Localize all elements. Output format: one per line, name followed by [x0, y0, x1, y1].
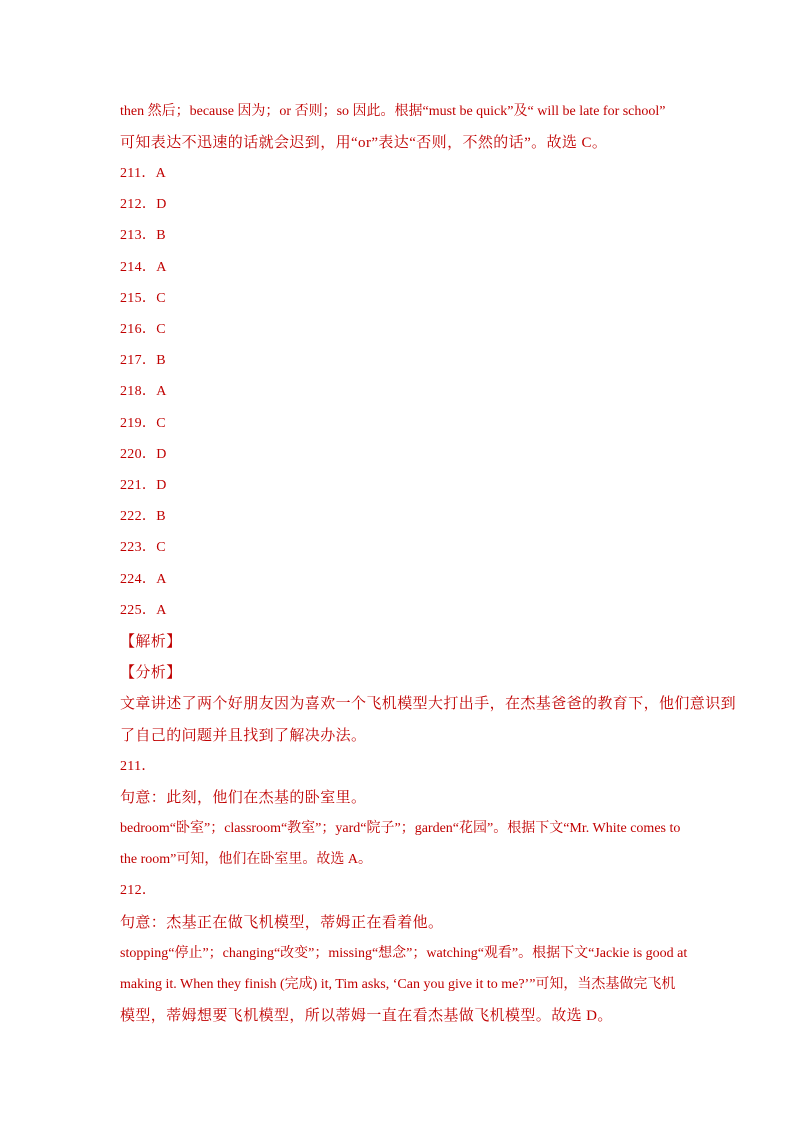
question-number-211: 211．: [120, 759, 156, 774]
answer-220: 220．D: [120, 447, 167, 462]
answer-216: 216．C: [120, 322, 166, 337]
answer-217: 217．B: [120, 353, 166, 368]
answer-223: 223．C: [120, 540, 166, 555]
answer-214: 214．A: [120, 260, 167, 275]
answer-213: 213．B: [120, 228, 166, 243]
answer-215: 215．C: [120, 291, 166, 306]
analysis-line-2: 了自己的问题并且找到了解决办法。: [120, 728, 367, 744]
answer-222: 222．B: [120, 509, 166, 524]
heading-fenxi: 【分析】: [120, 665, 182, 681]
answer-211: 211．A: [120, 166, 167, 181]
explanation-211-line-2: the room”可知，他们在卧室里。故选 A。: [120, 852, 372, 867]
explanation-212-line-3: 模型，蒂姆想要飞机模型，所以蒂姆一直在看杰基做飞机模型。故选 D。: [120, 1008, 613, 1024]
question-number-212: 212．: [120, 883, 157, 898]
answer-218: 218．A: [120, 384, 167, 399]
explanation-211-line-1: bedroom“卧室”；classroom“教室”；yard“院子”；garden“花园”。根据下文“Mr. White comes to: [120, 821, 681, 836]
answer-224: 224．A: [120, 572, 167, 587]
answer-212: 212．D: [120, 197, 167, 212]
explanation-line-2: 可知表达不迅速的话就会迟到，用“or”表达“否则，不然的话”。故选 C。: [120, 135, 608, 151]
explanation-212-line-1: stopping“停止”；changing“改变”；missing“想念”；watching“观看”。根据下文“Jackie is good at: [120, 946, 688, 961]
answer-219: 219．C: [120, 416, 166, 431]
answer-221: 221．D: [120, 478, 167, 493]
answer-225: 225．A: [120, 603, 167, 618]
analysis-line-1: 文章讲述了两个好朋友因为喜欢一个飞机模型大打出手，在杰基爸爸的教育下，他们意识到: [120, 696, 737, 712]
sentence-meaning-211: 句意：此刻，他们在杰基的卧室里。: [120, 790, 367, 806]
explanation-212-line-2: making it. When they finish (完成) it, Tim asks, ‘Can you give it to me?’”可知，当杰基做完飞机: [120, 977, 676, 992]
heading-jiexi: 【解析】: [120, 634, 182, 650]
sentence-meaning-212: 句意：杰基正在做飞机模型，蒂姆正在看着他。: [120, 915, 444, 931]
explanation-line-1: then 然后；because 因为；or 否则；so 因此。根据“must be quick”及“ will be late for school”: [120, 104, 666, 119]
